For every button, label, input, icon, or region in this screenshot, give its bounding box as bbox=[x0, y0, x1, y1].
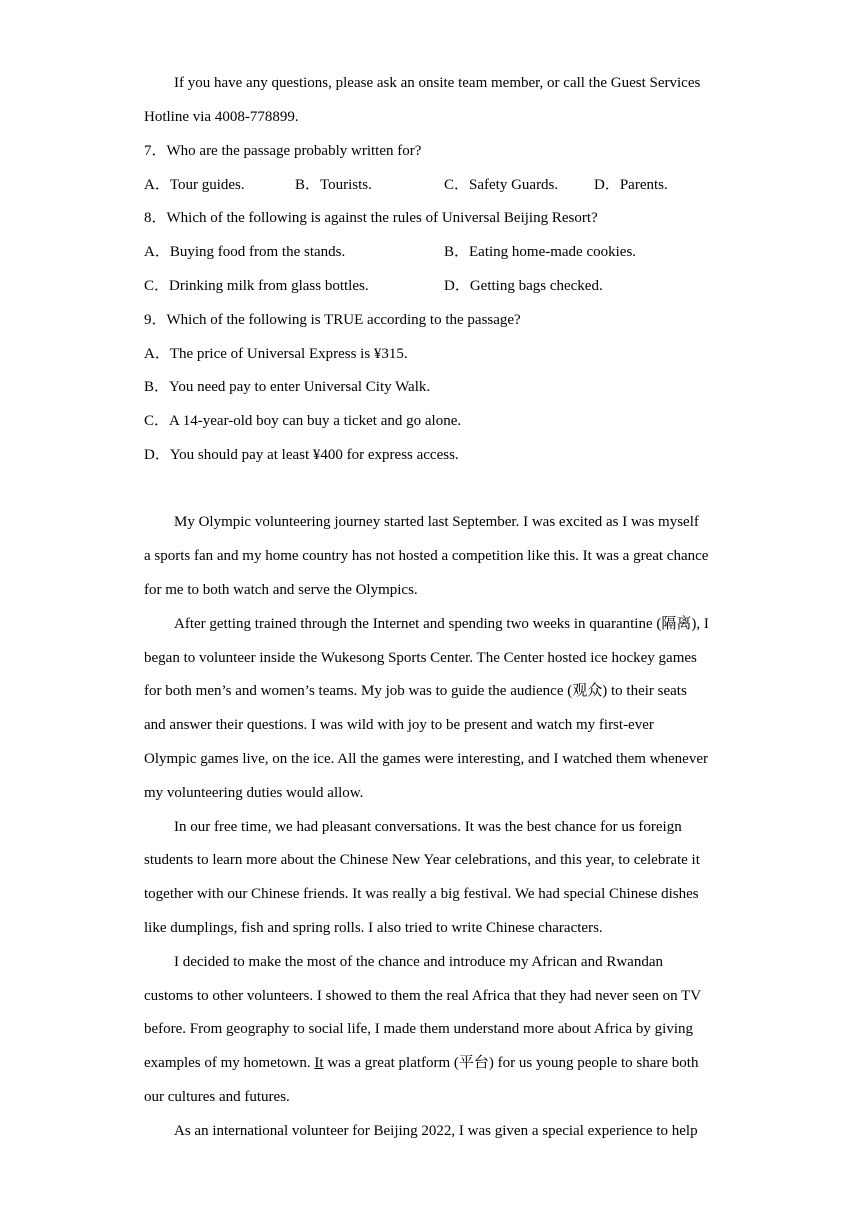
q9-option-c: C．A 14-year-old boy can buy a ticket and go alone. bbox=[144, 413, 462, 429]
underlined-word: It bbox=[314, 1055, 324, 1071]
passage-text: examples of my hometown. bbox=[144, 1055, 315, 1071]
passage-line: Olympic games live, on the ice. All the games were interesting, and I watched them whenever bbox=[144, 751, 708, 767]
q8-option-d: D．Getting bags checked. bbox=[444, 278, 603, 294]
question-9-stem: 9．Which of the following is TRUE according to the passage? bbox=[144, 312, 521, 328]
passage-line: I decided to make the most of the chance and introduce my African and Rwandan bbox=[174, 954, 663, 970]
passage-line-with-underline bbox=[144, 1053, 724, 1073]
q7-option-d: D．Parents. bbox=[594, 177, 668, 193]
q9-option-d: D．You should pay at least ¥400 for express access. bbox=[144, 447, 459, 463]
passage-line: After getting trained through the Internet and spending two weeks in quarantine (隔离), I bbox=[174, 616, 709, 632]
passage-line: In our free time, we had pleasant conversations. It was the best chance for us foreign bbox=[174, 819, 682, 835]
passage-line: together with our Chinese friends. It was really a big festival. We had special Chinese dishes bbox=[144, 886, 699, 902]
q8-option-a: A．Buying food from the stands. bbox=[144, 244, 346, 260]
q7-option-b: B．Tourists. bbox=[295, 177, 372, 193]
intro-line-1: If you have any questions, please ask an onsite team member, or call the Guest Services bbox=[174, 75, 701, 91]
question-8-stem: 8．Which of the following is against the rules of Universal Beijing Resort? bbox=[144, 210, 598, 226]
q9-option-a: A．The price of Universal Express is ¥315. bbox=[144, 346, 408, 362]
passage-line: and answer their questions. I was wild with joy to be present and watch my first-ever bbox=[144, 717, 654, 733]
passage-line: before. From geography to social life, I made them understand more about Africa by giving bbox=[144, 1021, 694, 1037]
q8-option-c: C．Drinking milk from glass bottles. bbox=[144, 278, 369, 294]
q7-option-a: A．Tour guides. bbox=[144, 177, 245, 193]
passage-line: for me to both watch and serve the Olympics. bbox=[144, 582, 418, 598]
passage-line: our cultures and futures. bbox=[144, 1089, 290, 1105]
intro-line-2: Hotline via 4008-778899. bbox=[144, 109, 299, 125]
passage-line: My Olympic volunteering journey started last September. I was excited as I was myself bbox=[174, 514, 699, 530]
passage-line: students to learn more about the Chinese New Year celebrations, and this year, to celebrate it bbox=[144, 852, 700, 868]
passage-line: a sports fan and my home country has not hosted a competition like this. It was a great chance bbox=[144, 548, 709, 564]
question-7-stem: 7．Who are the passage probably written for? bbox=[144, 143, 422, 159]
q9-option-b: B．You need pay to enter Universal City Walk. bbox=[144, 379, 431, 395]
passage-line: customs to other volunteers. I showed to them the real Africa that they had never seen on TV bbox=[144, 988, 702, 1004]
q8-option-b: B．Eating home-made cookies. bbox=[444, 244, 637, 260]
passage-line: for both men’s and women’s teams. My job was to guide the audience (观众) to their seats bbox=[144, 683, 687, 699]
passage-line: my volunteering duties would allow. bbox=[144, 785, 364, 801]
passage-line: began to volunteer inside the Wukesong Sports Center. The Center hosted ice hockey games bbox=[144, 650, 697, 666]
q7-option-c: C．Safety Guards. bbox=[444, 177, 559, 193]
passage-text: was a great platform (平台) for us young people to share both bbox=[323, 1055, 699, 1071]
passage-line: As an international volunteer for Beijing 2022, I was given a special experience to help bbox=[174, 1123, 698, 1139]
passage-line: like dumplings, fish and spring rolls. I also tried to write Chinese characters. bbox=[144, 920, 603, 936]
